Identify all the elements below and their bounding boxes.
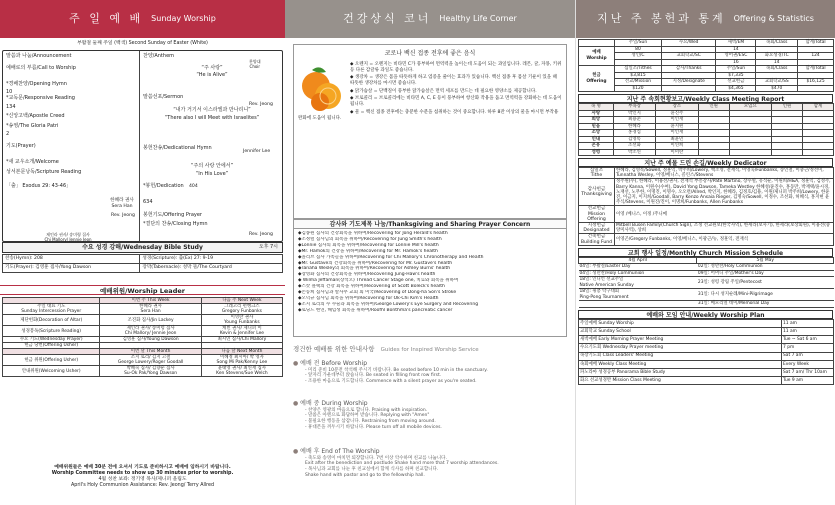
table-cell: 선교헌금 [716, 79, 756, 86]
table-cell: 모임요 [729, 104, 771, 111]
section-title: ● 예배 후 End of The Worship [293, 448, 567, 456]
note-line: 예배위원들은 예배 30분 전에 오셔서 기도로 준비하시고 예배에 임하시기 바랍니다. [54, 465, 231, 470]
table-cell: 지정/Designate [662, 79, 716, 86]
dedication-name: Jennifer Lee [243, 149, 271, 154]
worship-plan-title: 예배와 모임 안내/Weekly Worship Plan [578, 310, 833, 319]
table-row [579, 301, 834, 308]
section-title: ● 예배 중 During Worship [293, 400, 567, 408]
table-cell: 이영란 권사 Young Funbanks [201, 315, 282, 326]
table-cell: $7,335 [716, 72, 756, 79]
order-of-service [2, 50, 283, 242]
table-cell: 속회/Class [756, 40, 798, 47]
banner-title-ko: 건강상식 코너 [343, 12, 432, 26]
table-cell: 예배 Worship [579, 46, 615, 66]
order-item: *봉헌/Dedication [143, 183, 184, 189]
table-cell: 김영록 [613, 136, 655, 143]
sunday-worship-banner [0, 0, 285, 38]
offering-statistics-column [575, 0, 835, 505]
order-item: *결단의 찬송/Closing Hymn [143, 221, 208, 227]
banner-title-en: Offering & Statistics [733, 14, 814, 23]
table-row [3, 264, 283, 273]
prayer-item: ◆Lonnie 집사의 회복을 위하여/Recovering for Lonnie Mill's health [298, 242, 439, 248]
dedication-hymn-no: 404 [189, 184, 198, 189]
health-article [293, 44, 567, 219]
table-row [579, 368, 834, 376]
table-cell: Mitbell Busen Family(Church Sign), 조정 선교원보(한국사역), 한세라(보사기), 한세라(보상회원), 이용선(중앙미사역), 상희 [615, 223, 834, 234]
table-row [3, 304, 283, 315]
prayer-item: ◆Mr. Hamok의 건강을 위하여/Recovering for Mr. Hamok's health [298, 248, 438, 254]
table-cell [772, 149, 803, 156]
table-cell: 성경봉독(Scripture Reading) [3, 326, 100, 337]
table-row [3, 326, 283, 337]
health-paragraph: ◆ 물 = 백신 접종 전후에는 충분한 수분을 섭취하는 것이 중요합니다. 하루 8잔 이상의 물을 마시면 부작용 완화에 도움이 됩니다. [298, 109, 559, 121]
table-cell: 이미란 [656, 149, 698, 156]
worship-leader-title: 예배위원/Worship Leader [0, 285, 285, 295]
guide-line: - 말씀은 아멘으로 화답하여 받습니다. Replying with "Amen" [305, 413, 430, 419]
wednesday-bible-study-bar [2, 242, 283, 253]
section-title: ● 예배 전 Before Worship [293, 360, 567, 368]
scripture-readers-en: Chi Mallory/ Jennie Jeon [44, 237, 92, 242]
table-cell: 23일: 성령 강림 주일/Pentecost [697, 277, 834, 289]
order-item: 예배로의 부름/Call to Worship [6, 65, 76, 71]
table-cell: 조선화 [613, 143, 655, 150]
order-item: *새 교우소개/Welcome [6, 159, 59, 165]
order-item: “주의 사랑 안에서” [190, 163, 234, 169]
table-cell: 16 [716, 59, 756, 66]
table-row [579, 336, 834, 344]
table-cell: 주일/Sun [614, 40, 661, 47]
table-row [579, 360, 834, 368]
table-cell: 성인/C [614, 53, 661, 60]
healthy-life-column [285, 0, 575, 505]
guide-line: - 조용한 마음으로 기도합니다. Commence with a silent prayer as you're seated. [305, 379, 477, 385]
health-paragraph: ◆ 오렌지 = 오렌지는 비타민 C가 풍부하여 면역력을 높이는데 도움이 되는 과일입니다. 레몬, 귤, 자몽, 키위 등 다른 감귤류 과일도 좋습니다. [350, 61, 562, 73]
order-item: 「출」 Exodus 29: 43-46」 [6, 183, 72, 189]
table-row [579, 344, 834, 352]
prayer-item: ◆스캇 블랙의 건강 회복을 위하여/Recovering of Scott Boleck's health [298, 284, 445, 290]
prayer-item: ◆로딩드 현연, 해임성 회복을 위하여/Roofhl Bonthma's pancreatic cancer [298, 307, 453, 313]
dedicator-title: 지난 주 예물 드린 손길/Weekly Dedicator [578, 158, 833, 167]
schedule-table [578, 257, 834, 308]
table-cell: 케빈 권사/ 제니퍼 이 Kevin & Jennifer Lee [201, 326, 282, 337]
wednesday-time: 오후 7시 [258, 244, 278, 251]
order-item: 성서본문낭독/Scripture Reading [6, 169, 82, 175]
table-cell: 희망 [579, 117, 614, 124]
order-item: “In His Love” [195, 171, 229, 177]
table-row [3, 337, 283, 343]
table-cell: Every Week [782, 360, 834, 368]
table-cell: 건축헌금 Building Fund [579, 234, 615, 245]
table-cell: 18일: 핑퐁 탁구대회 Ping-Pong Tournament [579, 289, 697, 301]
table-cell: 5월 May [697, 257, 834, 264]
table-cell: 한혜라 [613, 123, 655, 130]
table-cell: Tue ~ Sat 6 am [782, 336, 834, 344]
prayer-item: ◆조정렬 집사님의 회복을 위하여/Recovering for Jung Smith's health [298, 236, 442, 242]
table-cell: 최시연 집사/Chi Mallory [201, 337, 282, 343]
end-worship-section [293, 448, 567, 479]
table-cell: 제단헌화(Decoration of Altar) [3, 315, 100, 326]
table-cell: 홍경심 [613, 130, 655, 137]
table-cell [798, 85, 834, 92]
statistics-table [578, 39, 834, 92]
guide-line: Exit after the benediction and postlude Shake hand more that 7 worship attendances. [305, 461, 499, 467]
guide-title-en: Guides for Inspired Worship Service [380, 347, 479, 353]
table-cell: 02일: 성만찬/Holy Communion [697, 264, 834, 271]
table-cell: 11 am [782, 328, 834, 336]
order-divider [139, 51, 140, 241]
table-cell: 인원 [772, 104, 803, 111]
benediction-name: Rev. Jeong [249, 232, 273, 237]
guide-line: - 미리 준비 10분전 착석해 주시기 바랍니다. Be seated before 10 min in the sanctuary. [305, 367, 488, 373]
table-row [3, 255, 283, 264]
table-row [3, 315, 283, 326]
table-cell [729, 149, 771, 156]
table-row [579, 377, 834, 385]
prayer-item: ◆김종원 집사의 건강회복을 위하여/Recovering for Jong Herald's health [298, 231, 448, 236]
prayer-concern-title: 감사와 기도제목 나눔/Thanksgiving and Sharing Prayer Concern [293, 219, 567, 229]
table-row [579, 223, 834, 234]
table-cell: 십일조/Tithes [614, 66, 661, 73]
table-cell: 합계/Total [798, 66, 834, 73]
table-cell: 제인라 권사/ 송미령 집사 Chi Mallory/ Jennie Jeon [100, 326, 201, 337]
table-cell: 합계 [802, 104, 833, 111]
table-cell: $3,815 [614, 72, 661, 79]
table-cell: 영어권/ESC [716, 53, 756, 60]
class-meeting-table [578, 103, 834, 156]
table-row [579, 179, 834, 206]
table-cell: 이혜정 최시아/ 박 영자 Song Mi Pak/Kenny Lee [201, 355, 282, 366]
table-cell: 인내 [579, 136, 614, 143]
guide-line: - 축도와 송영이 마치면 퇴장합니다. 7번 이상 악수하며 친교를 나눕니다. [305, 455, 447, 461]
table-cell: 박혜숙 집사/ 김향순 집사 Su-Ok Pak/Yong Dawson [100, 366, 201, 377]
table-row [579, 328, 834, 336]
table-cell: 십일조 Tithe [579, 168, 615, 179]
table-cell: 31일: 메모리얼 데이/Memorial Day [697, 301, 834, 308]
table-row [579, 149, 834, 156]
table-cell: 김영훈 집사/Young Dawson [100, 337, 201, 343]
table-cell: 7 pm [782, 344, 834, 352]
table-cell: 이인재 [656, 130, 698, 137]
order-item: 찬양/Anthem [143, 53, 175, 59]
table-cell: 소망 [579, 130, 614, 137]
note-line: Worship Committee needs to show up 30 minutes prior to worship. [51, 471, 234, 476]
guide-line: - 앞자리 가운데부터 앉습니다. Be seated in filling front row first. [305, 373, 442, 379]
table-cell [802, 149, 833, 156]
order-item: “There also I will Meet with Israelites” [164, 115, 260, 121]
before-worship-section [293, 360, 567, 385]
table-cell: 18일: 인디언 선교주일 Native American Sunday [579, 277, 697, 289]
banner-title-ko: 지난 주 봉헌과 통계 [597, 12, 726, 26]
table-cell: 윤진주 [656, 110, 698, 117]
scripture-readers: 제인라 권사/ 송미령 집사 [46, 232, 90, 237]
table-cell: 최윤민 [656, 136, 698, 143]
order-item: 2 [6, 131, 10, 137]
table-row [579, 234, 834, 245]
table-cell: 부속장 [613, 104, 655, 111]
choir-name-en: Choir [249, 64, 261, 69]
table-cell: 헌금 위원(Offering Usher) [3, 355, 100, 366]
table-cell: 수요 기도(Wednesday Prayer) [3, 337, 100, 343]
table-cell: 윤태영 권사/ 최연재 집사 Ken Stevens/Sue Welch [201, 366, 282, 377]
order-item: *송영/The Gloria Patri [6, 123, 59, 129]
order-item: “주 사랑” [201, 65, 223, 71]
table-cell: 교회학교 Sunday School [579, 328, 782, 336]
table-cell: 이인재 [656, 117, 698, 124]
prayer-item: ◆ Wilma Jeffaman(장석오) Thread Cancer Stage one, 치료와 회복을 위하여 [298, 278, 459, 284]
banner-title-en: Sunday Worship [151, 14, 216, 23]
table-cell: 헌금 당번(Offering Usher) [3, 343, 100, 349]
table-cell: 수요/Wed [662, 40, 716, 47]
table-cell: $16,125 [798, 79, 834, 86]
table-cell: $120 [614, 85, 661, 92]
table-row [579, 85, 834, 92]
table-cell: 믿음 [579, 123, 614, 130]
order-item: 134 [6, 104, 16, 110]
table-cell: 주일/Sun [716, 66, 756, 73]
table-cell: 박소연 [613, 149, 655, 156]
table-cell: 선교헌금 Mission Offering [579, 206, 615, 223]
wednesday-study-table [2, 254, 283, 273]
table-cell: 성령 [579, 149, 614, 156]
prayer-item: ◆오덕규 집사님 회복을 위하여/Recovering for Ok-Chi Kim's Health [298, 295, 439, 301]
table-cell: 수요기도회 Wednesday Prayer meeting [579, 344, 782, 352]
table-cell: 장막(Tabernacle): 성막 뜰/The Courtyard [140, 264, 283, 273]
table-cell: 그레고리 펀뱅크스 Gregory Funbanks [201, 304, 282, 315]
order-item: *경배찬양/Opening Hymn [6, 81, 67, 87]
table-cell: 이영 /베니스, 이정 /주니메 [615, 206, 834, 223]
offering-banner [576, 0, 835, 38]
table-cell: 이영곤/Gregory Funbanks, 이영/베니스, 이광근/뉴, 정훈익, 전재석 [615, 234, 834, 245]
service-subtitle: 부활절 둘째 주일 (백색) Second Sunday of Easter (White) [77, 41, 208, 46]
table-cell: 다음 주 Next Week [201, 298, 282, 304]
table-cell: 박인지 [613, 110, 655, 117]
guide-line: - 목사님과 교회를 나눈 후 친교실에서 함께 식사를 하며 친교합니다. [305, 467, 439, 473]
table-cell: 이번 주 This Week [100, 298, 201, 304]
worship-committee-note [2, 465, 283, 489]
dedicator-table [578, 167, 834, 246]
table-cell: 14 [716, 46, 756, 53]
table-cell: 04일: 성만찬/Holy Communion [579, 270, 697, 277]
table-cell: 124 [798, 53, 834, 60]
worship-plan-table [578, 319, 834, 386]
order-item: 기도(Prayer) [6, 143, 36, 149]
table-cell: $4,365 [716, 85, 756, 92]
order-item: 말씀선포/Sermon [143, 94, 184, 100]
table-row [579, 277, 834, 289]
table-cell [698, 149, 729, 156]
table-cell: 한혜라 권사 Sera Han [100, 304, 201, 315]
table-cell: 교회학교/SS [756, 79, 798, 86]
table-cell: 찬송(Hymn): 208 [3, 255, 140, 264]
guide-line: - 불필요한 행동을 삼갑니다. Restraining from moving around. [305, 419, 436, 425]
order-item: *신앙고백/Apostle Creed [6, 113, 65, 119]
table-row [3, 366, 283, 377]
table-row [579, 319, 834, 327]
welcome-name: Rev. Jeong [111, 213, 135, 218]
table-cell: 주일예배 Sunday Worship [579, 319, 782, 327]
table-cell: 화요성경/TC [756, 53, 798, 60]
table-cell: 주일 대표 기도 Sunday Intercession Prayer [3, 304, 100, 315]
order-item: *교독문/Responsive Reading [6, 95, 75, 101]
choir-name: 찬양대 [249, 59, 261, 64]
table-cell: 11 am [782, 319, 834, 327]
order-item: “내가 거기서 이스라엘과 만나리니” [173, 107, 251, 113]
prayer-name: 한혜라 권사 [110, 198, 134, 203]
prayer-name-en: Sera Han [111, 203, 133, 209]
guide-line: - 휴대폰을 꺼두시기 바랍니다. Please turn off all mobile devices. [305, 424, 442, 430]
table-cell: $470 [756, 85, 798, 92]
table-cell: 윤지원 [656, 123, 698, 130]
health-paragraph: ◆ 닭가슴살 = 단백질이 풍부한 닭가슴살은 면역 세포를 만드는 데 필요한 영양소를 제공합니다. [350, 88, 537, 94]
table-cell: 한혜라, 김영록/Sowell, 정훈익, 박주희/Lowery, 백소영, 전재석, 이영욱/Funbanks, 송인철, 이충근/정선미, Tunnatha Wesley, 이영/베니스, 콜린스/Stevens [615, 168, 834, 179]
table-cell: 화요 선교성경반 Mission Class Meeting [579, 377, 782, 385]
table-cell: Sat 7 am/ Thr 10am [782, 368, 834, 376]
table-cell: 헌금 Offering [579, 66, 615, 92]
table-cell: 조지 로리/ 김지 고철 George Lowery/Roger Goodall [100, 355, 201, 366]
table-cell: 지정헌금 Designated [579, 223, 615, 234]
table-row [579, 289, 834, 301]
table-cell: 인원 [698, 104, 729, 111]
order-item: 봉헌찬송/Dedicational Hymn [143, 145, 212, 151]
order-item: 말씀과 나눔/Announcement [6, 53, 72, 59]
table-cell: 안내위원(Welcoming Usher) [3, 366, 100, 377]
prayer-item: ◆조지 로리의 수 수술과 회복을 위하여/George Lowery's Eye Surgery and Recovering [298, 301, 479, 307]
table-cell: 속장기도회 Class Leaders' Meeting [579, 352, 782, 360]
table-cell: 04일: 부활절/Easter Day [579, 264, 697, 271]
table-cell: 성경(Scripture): 출(Ex) 27: 9-19 [140, 255, 283, 264]
table-cell: 속 명 [579, 104, 614, 111]
wednesday-bible-study-title: 수요 성경 강해/Wednesday Bible Study [82, 243, 203, 251]
prayer-item: ◆Mr. Gustave의 건강회복을 위하여/Recovering for Mr. Gustave's health [298, 260, 453, 266]
prayer-item: ◆Tanaha Wesley의 회복을 위하여/Recovering for Ashley Burns' health [298, 266, 451, 272]
table-cell: 4월 April [579, 257, 697, 264]
class-meeting-title: 지난 주 속회현황보고/Weekly Class Meeting Report [578, 94, 833, 103]
table-cell: 장소 [656, 104, 698, 111]
prayer-item: ◆올리브 집사 가족들을 위하여/Recovering for Chi Mallory's Chronotherapy and Health [298, 254, 484, 260]
worship-leader-table [2, 297, 283, 377]
health-paragraph: ◆ 브로콜리 = 브로콜리에는 비타민 A, C, E 등이 풍부하여 항산화 작용을 돕고 면역력을 강화하는 데 도움이 됩니다. [350, 95, 562, 108]
table-cell: 새벽예배 Early Morning Prayer Meeting [579, 336, 782, 344]
note-line: 4월 성찬 보좌: 정기영 목사/제니퍼 올림도 [98, 477, 187, 482]
table-cell: 09일: 어머니 주일/Mother's Day [697, 270, 834, 277]
table-cell: 합계/Total [798, 40, 834, 47]
table-cell: 31일: 다시 성지순례/Mini-Pilgrimage [697, 289, 834, 301]
table-cell: 최용준 [613, 117, 655, 124]
table-row [579, 352, 834, 360]
table-cell: 사랑 [579, 110, 614, 117]
prayer-item: ◆손동희 집사님과 딸사무 교회 외 미국/Recovering of Dong-ha Son's Stroke [298, 290, 457, 296]
during-worship-section [293, 400, 567, 431]
table-cell: 정주원(수), 한혜라, 이용선/권사, 전재석 부흥강사/Pate Martino, 장수열, 유석순, 이원희/H&A, 정훈익, 김성주, Barry Kanna, 이원수(수여), David Yong Dawson, Tameka Westley 한혜성/윤진수, 홍동만, 박재택/윤시경, 노재선, 노무한, 이명진, 이명수, 오오련/Allred, 박인지, 한혜라, 김정호/김용, 이원/제니퍼 박주희/Lowery, 한윤진, 이금지, 이지희/Goodall, Barry Kenzo Ansaia Rieger, 김명숙/Sowell, 이정수, 조선화, 허혜식, 홍지현 윤주식/Stevens, 이원진/진이, 이명희/Funbanks, Allen Funbanks [615, 179, 834, 206]
schedule-title: 교회 행사 일정/Monthly Church Mission Schedule [578, 248, 833, 257]
order-item: 10 [6, 89, 13, 95]
table-cell: 교회학교/SC [662, 53, 716, 60]
order-item: 634 [143, 199, 153, 205]
table-cell: 속회예배 Weekly Class Meeting [579, 360, 782, 368]
table-cell: 이번 달 This Month [100, 349, 201, 355]
table-row [579, 168, 834, 179]
banner-title-en: Healthy Life Corner [439, 14, 517, 23]
table-row [3, 355, 283, 366]
table-cell: 14 [756, 59, 798, 66]
guide-line: Shake hand with pastor and go to the fellowship hall. [305, 472, 425, 478]
table-cell: 온유 [579, 143, 614, 150]
table-cell: 선교/Mission [614, 79, 661, 86]
table-cell: 이연희 [656, 143, 698, 150]
prayer-concern-list [293, 229, 567, 337]
sermon-name: Rev. Jeong [249, 102, 273, 107]
table-cell: 조진화 집사/Jin Lackey [100, 315, 201, 326]
health-paragraph: ◆ 생강차 = 생강은 몸을 따뜻하게 하고 염증을 줄이는 효과가 있습니다. 백신 접종 후 몸살 기운이 있을 때 따뜻한 생강차를 마시면 좋습니다. [350, 75, 557, 87]
table-cell: 감사헌금 Thanksgiving [579, 179, 615, 206]
table-cell [579, 301, 697, 308]
healthy-life-banner [285, 0, 575, 38]
table-cell: 파노라마 성경공부 Panorama Bible Study [579, 368, 782, 376]
banner-title-ko: 주 일 예 배 [69, 12, 144, 26]
guide-title-ko: 경건한 예배를 위한 안내사항 [293, 345, 375, 353]
prayer-item: ◆장영화 집사의 건강회복을 위하여/Recovering Jung-Haw's health [298, 272, 436, 278]
guide-title [293, 345, 479, 354]
table-row [579, 206, 834, 223]
table-cell: 기도(Prayer): 김영훈 집사/Yong Dawson [3, 264, 140, 273]
table-cell: 속회/Class [756, 66, 798, 73]
sunday-worship-column [0, 0, 285, 505]
table-cell: 감사/Thanks [662, 66, 716, 73]
table-cell: 다음 달 Next Month [201, 349, 282, 355]
order-item: 봉헌기도/Offering Prayer [143, 212, 202, 218]
note-line: April's Holy Communion Assistance: Rev. Jeong/ Terry Allred [71, 483, 214, 488]
guide-line: - 찬양은 영광의 마음으로 합니다. Praising with inspiration. [305, 407, 428, 413]
health-article-title: 코로나 백신 접종 전후에 좋은 음식 [384, 50, 476, 57]
table-cell: 새벽/EM [716, 40, 756, 47]
table-cell [662, 85, 716, 92]
order-item: “He is Alive” [196, 72, 228, 78]
table-cell: Tue 9 am [782, 377, 834, 385]
table-cell: Sat 7 am [782, 352, 834, 360]
fruit-image [298, 62, 346, 114]
table-cell: 80 [614, 46, 661, 53]
